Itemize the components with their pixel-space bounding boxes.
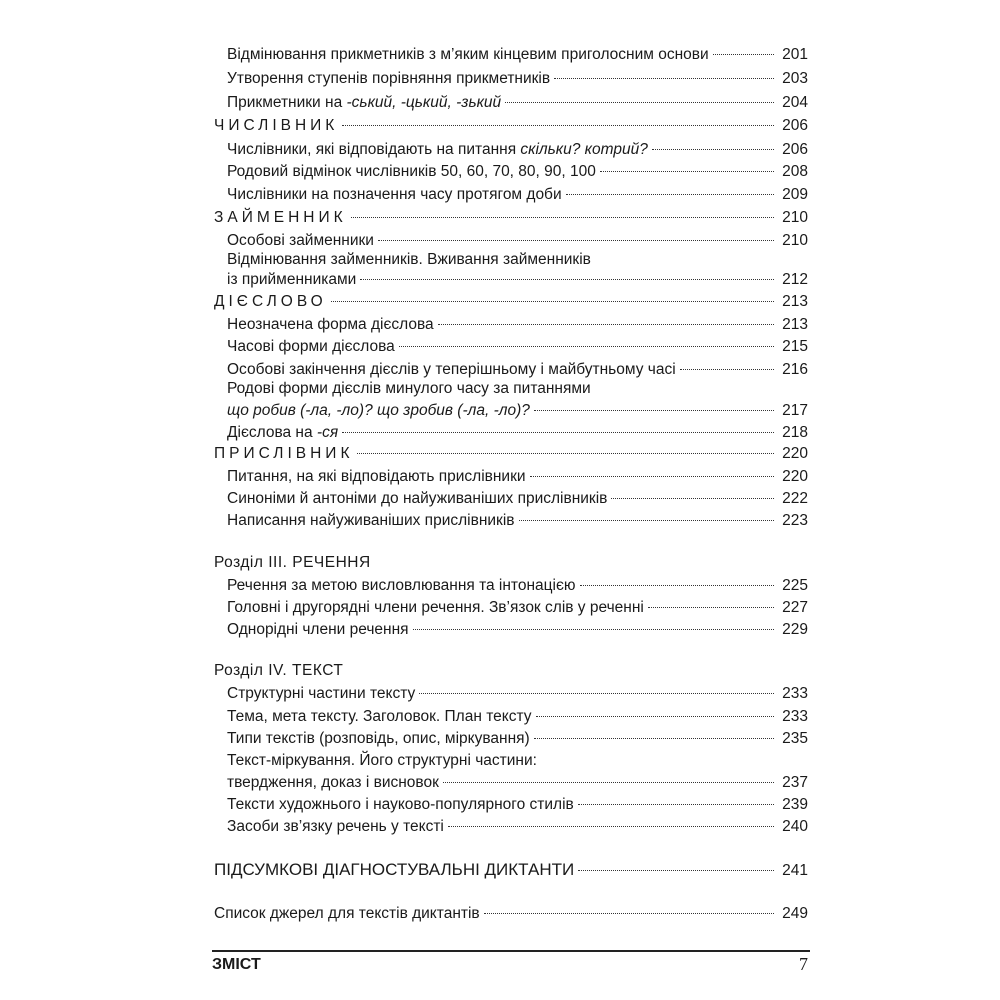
leader-dots — [448, 826, 774, 827]
entry-title: Часові форми дієслова — [227, 338, 395, 355]
toc-entry — [227, 271, 808, 289]
toc-entry — [227, 402, 808, 420]
page-number: 227 — [782, 599, 808, 616]
leader-dots — [534, 738, 774, 739]
entry-title: Особові закінчення дієслів у теперішньому і майбутньому часі — [227, 361, 676, 378]
leader-dots — [413, 629, 774, 630]
entry-title: Неозначена форма дієслова — [227, 316, 434, 333]
page-number: 210 — [782, 232, 808, 249]
entry-title-italic: скільки? котрий? — [520, 141, 648, 158]
page-number: 213 — [782, 316, 808, 333]
toc-entry — [227, 599, 808, 617]
page-number: 220 — [782, 445, 808, 462]
page-number: 241 — [782, 862, 808, 879]
leader-dots — [530, 476, 774, 477]
entry-title — [227, 141, 648, 159]
page-number: 249 — [782, 905, 808, 922]
leader-dots — [438, 324, 774, 325]
toc-entry — [227, 468, 808, 486]
page-number: 201 — [782, 46, 808, 63]
entry-title: Однорідні члени речення — [227, 621, 409, 638]
toc-entry — [227, 141, 808, 159]
toc-entry — [227, 490, 808, 508]
page-number: 223 — [782, 512, 808, 529]
toc-entry — [227, 708, 808, 726]
section-title: ЧИСЛІВНИК — [214, 117, 339, 134]
part-heading: Розділ IV. ТЕКСТ — [214, 662, 344, 679]
entry-title-line2: твердження, доказ і висновок — [227, 774, 439, 791]
leader-dots — [419, 693, 774, 694]
entry-title: Утворення ступенів порівняння прикметників — [227, 70, 551, 87]
entry-title: Питання, на які відповідають прислівники — [227, 468, 526, 485]
page-number: 233 — [782, 685, 808, 702]
page-number: 216 — [782, 361, 808, 378]
page-number: 229 — [782, 621, 808, 638]
leader-dots — [342, 432, 774, 433]
page-number: 203 — [782, 70, 808, 87]
page-number: 204 — [782, 94, 808, 111]
page-number: 206 — [782, 117, 808, 134]
leader-dots — [578, 804, 774, 805]
page-number: 237 — [782, 774, 808, 791]
toc-entry — [227, 685, 808, 703]
toc-entry — [227, 577, 808, 595]
entry-title-italic: -ся — [316, 424, 339, 441]
leader-dots — [399, 346, 774, 347]
toc-entry-major — [214, 860, 808, 880]
toc-section-heading — [214, 445, 808, 463]
part-heading: Розділ III. РЕЧЕННЯ — [214, 554, 371, 571]
page-number: 233 — [782, 708, 808, 725]
page-number: 240 — [782, 818, 808, 835]
entry-title: Тексти художнього і науково-популярного стилів — [227, 796, 574, 813]
leader-dots — [554, 78, 774, 79]
leader-dots — [484, 913, 774, 914]
leader-dots — [443, 782, 774, 783]
page-number: 217 — [782, 402, 808, 419]
leader-dots — [342, 125, 774, 126]
toc-entry — [227, 361, 808, 379]
toc-entry — [227, 796, 808, 814]
toc-section-heading — [214, 293, 808, 311]
entry-title: Тема, мета тексту. Заголовок. План тексту — [227, 708, 532, 725]
toc-entry — [227, 774, 808, 792]
leader-dots — [578, 870, 774, 871]
toc-entry — [227, 186, 808, 204]
toc-entry — [214, 905, 808, 923]
toc-entry — [227, 424, 808, 442]
leader-dots — [611, 498, 774, 499]
page-number: 208 — [782, 163, 808, 180]
section-title: ПРИСЛІВНИК — [214, 445, 354, 462]
page-number: 213 — [782, 293, 808, 310]
entry-title: ПІДСУМКОВІ ДІАГНОСТУВАЛЬНІ ДИКТАНТИ — [214, 860, 575, 879]
section-title: ДІЄСЛОВО — [214, 293, 327, 310]
toc-entry — [227, 512, 808, 530]
page-number: 215 — [782, 338, 808, 355]
page-number: 206 — [782, 141, 808, 158]
entry-title: Числівники на позначення часу протягом доби — [227, 186, 562, 203]
leader-dots — [713, 54, 774, 55]
page-number: 220 — [782, 468, 808, 485]
entry-title-line1: Відмінювання займенників. Вживання займенників — [227, 251, 591, 268]
toc-entry — [227, 70, 808, 88]
leader-dots — [378, 240, 774, 241]
page-number: 235 — [782, 730, 808, 747]
footer-page-number: 7 — [799, 954, 808, 974]
entry-title: Типи текстів (розповідь, опис, міркування) — [227, 730, 530, 747]
leader-dots — [566, 194, 774, 195]
toc-section-heading — [214, 209, 808, 227]
toc-entry — [227, 338, 808, 356]
entry-title: Засоби зв’язку речень у тексті — [227, 818, 444, 835]
leader-dots — [331, 301, 774, 302]
toc-section-heading — [214, 117, 808, 135]
leader-dots — [357, 453, 774, 454]
entry-title-line2: із прийменниками — [227, 271, 357, 288]
entry-title: Відмінювання прикметників з м’яким кінцевим приголосним основи — [227, 46, 709, 63]
leader-dots — [600, 171, 774, 172]
entry-title-prefix: Прикметники на — [227, 94, 347, 111]
entry-title: Структурні частини тексту — [227, 685, 416, 702]
leader-dots — [652, 149, 774, 150]
leader-dots — [351, 217, 774, 218]
section-title: ЗАЙМЕННИК — [214, 209, 347, 226]
entry-title-line2: що робив (-ла, -ло)? що зробив (-ла, -ло)? — [227, 402, 530, 419]
toc-entry — [227, 232, 808, 250]
entry-title-line1: Текст-міркування. Його структурні частини: — [227, 752, 537, 769]
leader-dots — [680, 369, 774, 370]
toc-entry — [227, 163, 808, 181]
toc-entry — [227, 316, 808, 334]
entry-title: Особові займенники — [227, 232, 374, 249]
leader-dots — [580, 585, 774, 586]
leader-dots — [648, 607, 774, 608]
footer-rule — [212, 950, 810, 952]
page-number: 222 — [782, 490, 808, 507]
leader-dots — [534, 410, 774, 411]
page-number: 225 — [782, 577, 808, 594]
entry-title-prefix: Дієслова на — [227, 424, 317, 441]
toc-entry — [227, 46, 808, 64]
page-number: 212 — [782, 271, 808, 288]
entry-title-prefix: Числівники, які відповідають на питання — [227, 141, 521, 158]
toc-entry — [227, 94, 808, 112]
entry-title: Головні і другорядні члени речення. Зв’язок слів у реченні — [227, 599, 644, 616]
page-number: 239 — [782, 796, 808, 813]
entry-title: Родовий відмінок числівників 50, 60, 70, 80, 90, 100 — [227, 163, 596, 180]
entry-title-italic: -ський, -цький, -зький — [346, 94, 502, 111]
page-number: 210 — [782, 209, 808, 226]
entry-title-line1: Родові форми дієслів минулого часу за питаннями — [227, 380, 591, 397]
leader-dots — [505, 102, 774, 103]
entry-title — [227, 94, 501, 112]
footer-title: ЗМІСТ — [212, 956, 261, 973]
entry-title: Речення за метою висловлювання та інтонацією — [227, 577, 576, 594]
toc-entry — [227, 818, 808, 836]
page-number: 218 — [782, 424, 808, 441]
toc-entry — [227, 730, 808, 748]
entry-title: Написання найуживаніших прислівників — [227, 512, 515, 529]
leader-dots — [519, 520, 775, 521]
leader-dots — [360, 279, 774, 280]
page-number: 209 — [782, 186, 808, 203]
entry-title: Список джерел для текстів диктантів — [214, 905, 480, 922]
entry-title: Синоніми й антоніми до найуживаніших прислівників — [227, 490, 608, 507]
entry-title — [227, 424, 338, 442]
leader-dots — [536, 716, 775, 717]
toc-entry — [227, 621, 808, 639]
